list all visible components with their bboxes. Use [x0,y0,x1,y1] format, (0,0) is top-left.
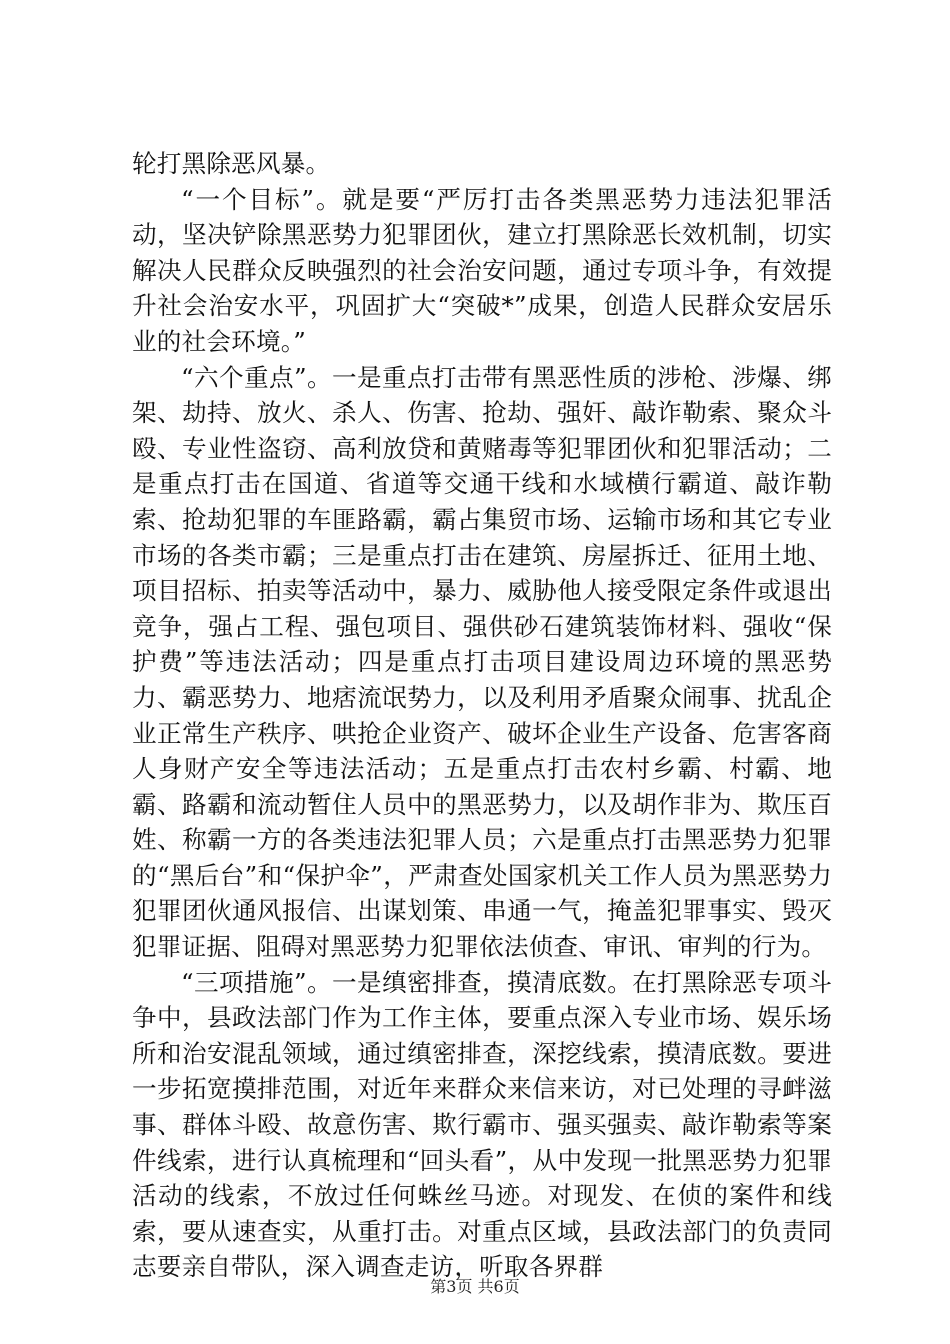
paragraph-one-goal: “一个目标”。就是要“严厉打击各类黑恶势力违法犯罪活动，坚决铲除黑恶势力犯罪团伙，建立打黑除恶长效机制，切实解决人民群众反映强烈的社会治安问题，通过专项斗争，有效提升社会治安水平，巩固扩大“突破*”成果，创造人民群众安居乐业的社会环境。” [132,184,832,356]
paragraph-continuation: 轮打黑除恶风暴。 [132,149,331,178]
paragraph-six-priorities: “六个重点”。一是重点打击带有黑恶性质的涉枪、涉爆、绑架、劫持、放火、杀人、伤害、抢劫、强奸、敲诈勒索、聚众斗殴、专业性盗窃、高利放贷和黄赌毒等犯罪团伙和犯罪活动；二是重点打击在国道、省道等交通干线和水域横行霸道、敲诈勒索、抢劫犯罪的车匪路霸，霸占集贸市场、运输市场和其它专业市场的各类市霸；三是重点打击在建筑、房屋拆迁、征用土地、项目招标、拍卖等活动中，暴力、威胁他人接受限定条件或退出竞争，强占工程、强包项目、强供砂石建筑装饰材料、强收“保护费”等违法活动；四是重点打击项目建设周边环境的黑恶势力、霸恶势力、地痞流氓势力，以及利用矛盾聚众闹事、扰乱企业正常生产秩序、哄抢企业资产、破坏企业生产设备、危害客商人身财产安全等违法活动；五是重点打击农村乡霸、村霸、地霸、路霸和流动暂住人员中的黑恶势力，以及胡作非为、欺压百姓、称霸一方的各类违法犯罪人员；六是重点打击黑恶势力犯罪的“黑后台”和“保护伞”，严肃查处国家机关工作人员为黑恶势力犯罪团伙通风报信、出谋划策、串通一气，掩盖犯罪事实、毁灭犯罪证据、阻碍对黑恶势力犯罪依法侦查、审讯、审判的行为。 [132,362,832,962]
paragraph-three-measures: “三项措施”。一是缜密排查，摸清底数。在打黑除恶专项斗争中，县政法部门作为工作主体，要重点深入专业市场、娱乐场所和治安混乱领域，通过缜密排查，深挖线索，摸清底数。要进一步拓宽摸排范围，对近年来群众来信来访，对已处理的寻衅滋事、群体斗殴、故意伤害、欺行霸市、强买强卖、敲诈勒索等案件线索，进行认真梳理和“回头看”，从中发现一批黑恶势力犯罪活动的线索，不放过任何蛛丝马迹。对现发、在侦的案件和线索，要从速查实，从重打击。对重点区域，县政法部门的负责同志要亲自带队，深入调查走访，听取各界群 [132,967,832,1282]
document-body [132,146,832,1285]
page-footer: 第3页 共6页 [430,1277,520,1296]
